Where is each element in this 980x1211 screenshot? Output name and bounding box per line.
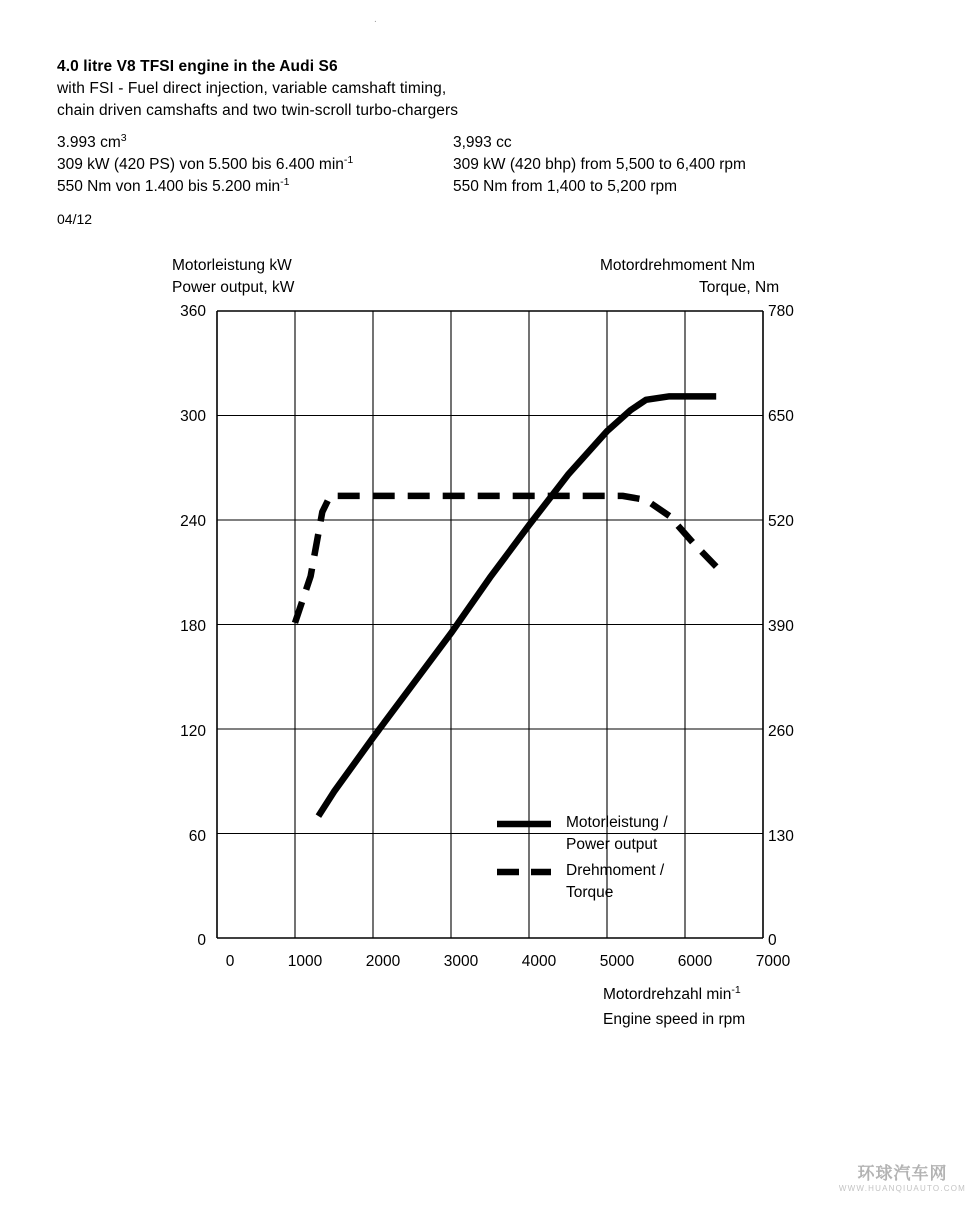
spec-text: 3.993 cm — [57, 134, 121, 151]
legend-label-torque-line2: Torque — [566, 884, 614, 901]
x-tick-label: 7000 — [755, 953, 791, 970]
spec-text: 309 kW (420 PS) von 5.500 bis 6.400 min — [57, 156, 344, 173]
spec-text: 309 kW (420 bhp) from 5,500 to 6,400 rpm — [453, 156, 746, 173]
y-left-tick-label: 240 — [180, 513, 206, 530]
x-axis-title-en: Engine speed in rpm — [603, 1011, 746, 1028]
x-tick-label: 6000 — [677, 953, 713, 970]
legend-label-power-line1: Motorleistung / — [566, 814, 668, 831]
spec-superscript: 3 — [120, 131, 127, 144]
page-corner-mark: . — [374, 14, 377, 25]
spec-text: 550 Nm from 1,400 to 5,200 rpm — [453, 178, 678, 195]
y-left-tick-label: 300 — [180, 408, 206, 425]
x-tick-label: 5000 — [599, 953, 635, 970]
document-date: 04/12 — [57, 211, 93, 227]
watermark-sub-text: WWW.HUANQIUAUTO.COM — [838, 1184, 966, 1193]
y-axis-left-title-de: Motorleistung kW — [172, 257, 292, 274]
subtitle-line-1: with FSI - Fuel direct injection, variable camshaft timing, — [57, 80, 447, 97]
legend-swatches — [497, 824, 551, 872]
spec-text: 550 Nm von 1.400 bis 5.200 min — [57, 178, 281, 195]
legend-label-power-line2: Power output — [566, 836, 658, 853]
y-left-tick-label: 60 — [188, 828, 206, 845]
x-axis-title-de: Motordrehzahl $\min^{-1}$ — [603, 983, 741, 1003]
x-tick-label: 4000 — [521, 953, 557, 970]
legend-label-torque-line1: Drehmoment / — [566, 862, 665, 879]
chart-gridlines — [217, 311, 763, 938]
y-left-tick-label: 120 — [180, 723, 206, 740]
x-tick-label: 0 — [225, 953, 235, 970]
x-tick-label: 1000 — [287, 953, 323, 970]
y-right-tick-label: 650 — [768, 408, 794, 425]
watermark-main-text: 环球汽车网 — [857, 1164, 948, 1183]
subtitle-line-2: chain driven camshafts and two twin-scroll turbo-chargers — [57, 102, 459, 119]
y-axis-right-title-en: Torque, Nm — [699, 279, 780, 296]
x-tick-label: 2000 — [365, 953, 401, 970]
y-left-tick-label: 0 — [197, 932, 206, 949]
y-right-tick-label: 130 — [768, 828, 794, 845]
y-right-tick-label: 0 — [768, 932, 777, 949]
page-title: 4.0 litre V8 TFSI engine in the Audi S6 — [57, 58, 338, 75]
x-tick-label: 3000 — [443, 953, 479, 970]
spec-superscript: -1 — [280, 175, 290, 188]
y-axis-right-title-de: Motordrehmoment Nm — [600, 257, 756, 274]
y-right-tick-label: 260 — [768, 723, 794, 740]
y-left-tick-label: 180 — [180, 618, 206, 635]
chart-series — [295, 396, 716, 816]
y-left-tick-label: 360 — [180, 303, 206, 320]
y-right-tick-label: 390 — [768, 618, 794, 635]
y-right-tick-label: 520 — [768, 513, 794, 530]
watermark — [839, 1159, 966, 1193]
spec-superscript: -1 — [343, 153, 354, 166]
y-right-tick-label: 780 — [768, 303, 794, 320]
spec-text: 3,993 cc — [453, 134, 512, 151]
y-axis-left-title-en: Power output, kW — [172, 279, 295, 296]
